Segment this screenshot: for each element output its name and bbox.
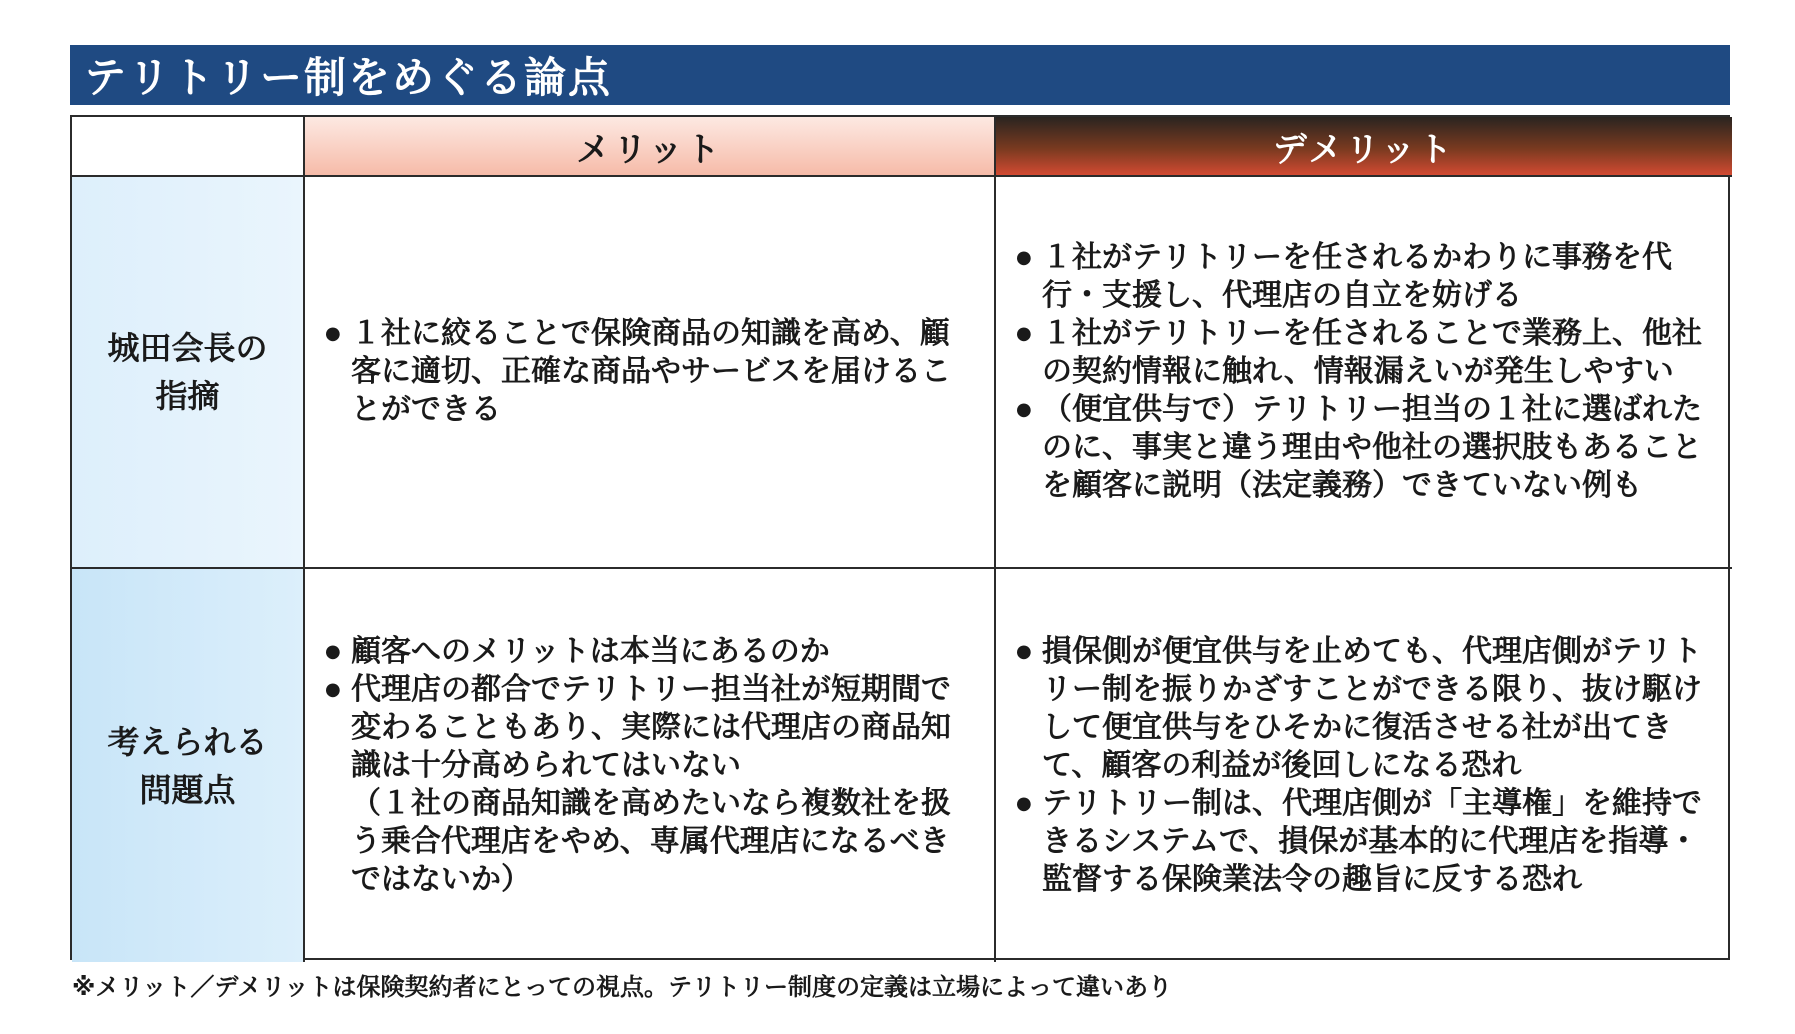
list-item-text: 代理店の都合でテリトリー担当社が短期間で変わることもあり、実際には代理店の商品知識は十分高められてはいない bbox=[351, 671, 951, 783]
row2-demerit-cell bbox=[996, 569, 1732, 962]
list-item: ● １社がテリトリーを任されるかわりに事務を代行・支援し、代理店の自立を妨げる bbox=[1016, 239, 1716, 315]
list-item: ● １社がテリトリーを任されることで業務上、他社の契約情報に触れ、情報漏えいが発生しやすい bbox=[1016, 315, 1716, 391]
row1-merit-list bbox=[325, 315, 978, 429]
header-merit: メリット bbox=[305, 117, 996, 177]
header-demerit: デメリット bbox=[996, 117, 1732, 177]
row2-merit-cell bbox=[305, 569, 996, 962]
list-item: ● 損保側が便宜供与を止めても、代理店側がテリトリー制を振りかざすことができる限り、抜け駆けして便宜供与をひそかに復活させる社が出てきて、顧客の利益が後回しになる恐れ bbox=[1016, 633, 1716, 785]
list-item: ● テリトリー制は、代理店側が「主導権」を維持できるシステムで、損保が基本的に代理店を指導・監督する保険業法令の趣旨に反する恐れ bbox=[1016, 785, 1716, 899]
page-title: テリトリー制をめぐる論点 bbox=[84, 53, 613, 102]
title-bar bbox=[70, 45, 1730, 105]
row1-demerit-list bbox=[1016, 239, 1716, 505]
list-item bbox=[325, 671, 978, 899]
row2-merit-list bbox=[325, 633, 978, 899]
list-item: ● １社に絞ることで保険商品の知識を高め、顧客に適切、正確な商品やサービスを届けることができる bbox=[325, 315, 978, 429]
row1-demerit-cell bbox=[996, 177, 1732, 569]
row-label-chairman-remarks: 城田会長の 指摘 bbox=[72, 177, 305, 569]
list-item-note: （１社の商品知識を高めたいなら複数社を扱う乗合代理店をやめ、専属代理店になるべきではないか） bbox=[351, 785, 951, 897]
footnote: ※メリット／デメリットは保険契約者にとっての視点。テリトリー制度の定義は立場によって違いあり bbox=[72, 973, 1172, 1001]
row2-demerit-list bbox=[1016, 633, 1716, 899]
row1-merit-cell bbox=[305, 177, 996, 569]
list-item: ● 顧客へのメリットは本当にあるのか bbox=[325, 633, 978, 671]
header-empty-cell bbox=[72, 117, 305, 177]
row-label-possible-issues: 考えられる 問題点 bbox=[72, 569, 305, 962]
comparison-table bbox=[70, 115, 1730, 960]
list-item: ● （便宜供与で）テリトリー担当の１社に選ばれたのに、事実と違う理由や他社の選択肢もあることを顧客に説明（法定義務）できていない例も bbox=[1016, 391, 1716, 505]
